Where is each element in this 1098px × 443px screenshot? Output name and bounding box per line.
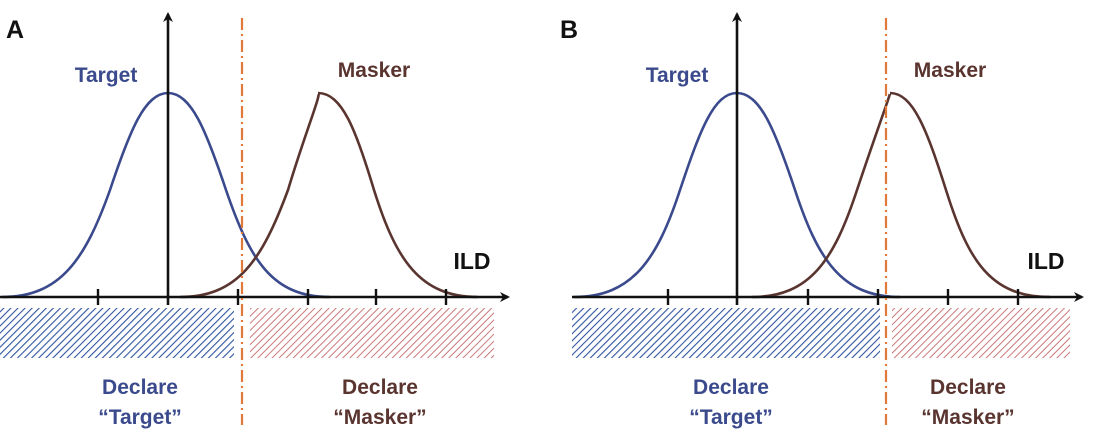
panel-letter-b: B bbox=[560, 16, 579, 44]
masker-label-a: Masker bbox=[337, 59, 411, 82]
declare-masker-line2-b: “Masker” bbox=[921, 406, 1015, 429]
panel-letter-a: A bbox=[6, 16, 25, 44]
panel-a bbox=[0, 14, 508, 429]
declare-masker-line1-a: Declare bbox=[342, 376, 418, 399]
declare-target-region-a bbox=[0, 308, 234, 358]
ild-axis-label-a: ILD bbox=[453, 248, 491, 274]
declare-masker-region-b bbox=[892, 308, 1070, 358]
declare-target-line1-a: Declare bbox=[102, 376, 178, 399]
declare-target-line1-b: Declare bbox=[693, 376, 769, 399]
declare-target-line2-a: “Target” bbox=[98, 406, 182, 429]
declare-masker-region-a bbox=[250, 308, 494, 358]
declare-target-region-b bbox=[572, 308, 880, 358]
target-label-b: Target bbox=[645, 64, 709, 87]
target-distribution-curve-a bbox=[2, 93, 330, 297]
panel-b bbox=[560, 14, 1082, 429]
declare-masker-line2-a: “Masker” bbox=[333, 406, 427, 429]
masker-label-b: Masker bbox=[913, 59, 987, 82]
declare-target-line2-b: “Target” bbox=[689, 406, 773, 429]
ild-axis-label-b: ILD bbox=[1027, 248, 1065, 274]
masker-distribution-curve-a bbox=[180, 93, 478, 297]
target-label-a: Target bbox=[74, 64, 138, 87]
declare-masker-line1-b: Declare bbox=[930, 376, 1006, 399]
